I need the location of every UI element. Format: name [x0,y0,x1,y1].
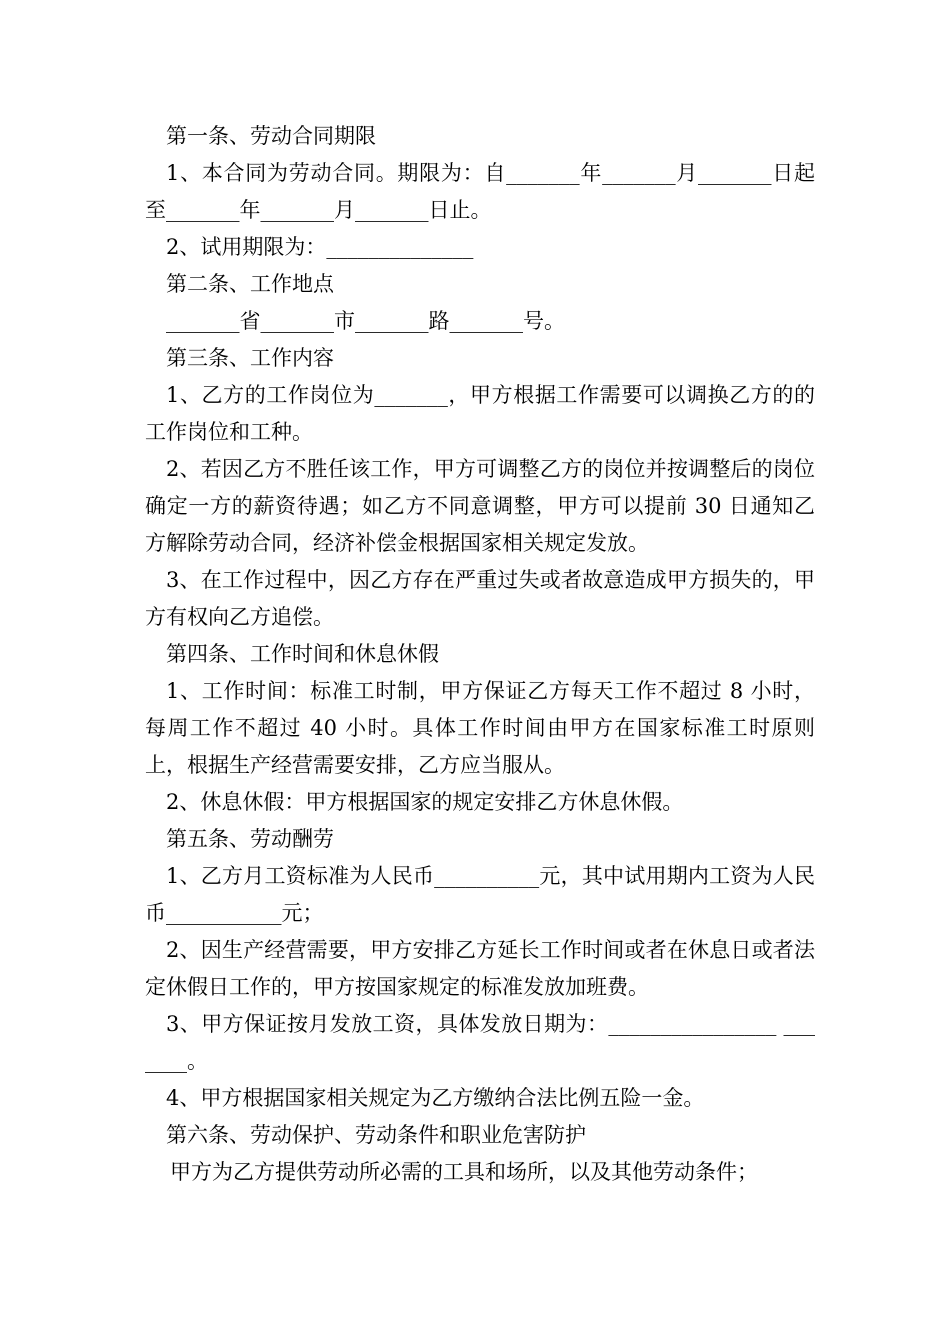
article-1-heading: 第一条、劳动合同期限 [166,124,376,148]
article-6-heading: 第六条、劳动保护、劳动条件和职业危害防护 [166,1123,586,1147]
article-2-body: _______省_______市_______路_______号。 [166,309,565,333]
article-5-item-4: 4、甲方根据国家相关规定为乙方缴纳合法比例五险一金。 [166,1086,705,1110]
article-5-item-2: 2、因生产经营需要，甲方安排乙方延长工作时间或者在休息日或者法定休假日工作的，甲方按国家规定的标准发放加班费。 [145,938,815,999]
article-3-item-2: 2、若因乙方不胜任该工作，甲方可调整乙方的岗位并按调整后的岗位确定一方的薪资待遇；如乙方不同意调整，甲方可以提前 30 日通知乙方解除劳动合同，经济补偿金根据国家相关规定发放。 [145,457,815,555]
article-2-heading: 第二条、工作地点 [166,272,334,296]
article-1-item-2: 2、试用期限为：______________ [166,235,474,259]
article-5-heading: 第五条、劳动酬劳 [166,827,334,851]
article-5-item-1: 1、乙方月工资标准为人民币__________元，其中试用期内工资为人民币___________元； [145,864,815,925]
contract-page [145,118,815,1191]
article-4-item-2: 2、休息休假：甲方根据国家的规定安排乙方休息休假。 [166,790,684,814]
article-4-item-1: 1、工作时间：标准工时制，甲方保证乙方每天工作不超过 8 小时，每周工作不超过 40 小时。具体工作时间由甲方在国家标准工时原则上，根据生产经营需要安排，乙方应当服从。 [145,679,815,777]
article-5-item-3: 3、甲方保证按月发放工资，具体发放日期为：________________ _______。 [145,1012,815,1073]
article-3-heading: 第三条、工作内容 [166,346,334,370]
article-6-body: 甲方为乙方提供劳动所必需的工具和场所，以及其他劳动条件； [170,1160,758,1184]
article-3-item-1: 1、乙方的工作岗位为_______，甲方根据工作需要可以调换乙方的的工作岗位和工种。 [145,383,815,444]
article-4-heading: 第四条、工作时间和休息休假 [166,642,439,666]
article-1-item-1: 1、本合同为劳动合同。期限为：自_______年_______月_______日起至_______年_______月_______日止。 [145,161,815,222]
article-3-item-3: 3、在工作过程中，因乙方存在严重过失或者故意造成甲方损失的，甲方有权向乙方追偿。 [145,568,815,629]
